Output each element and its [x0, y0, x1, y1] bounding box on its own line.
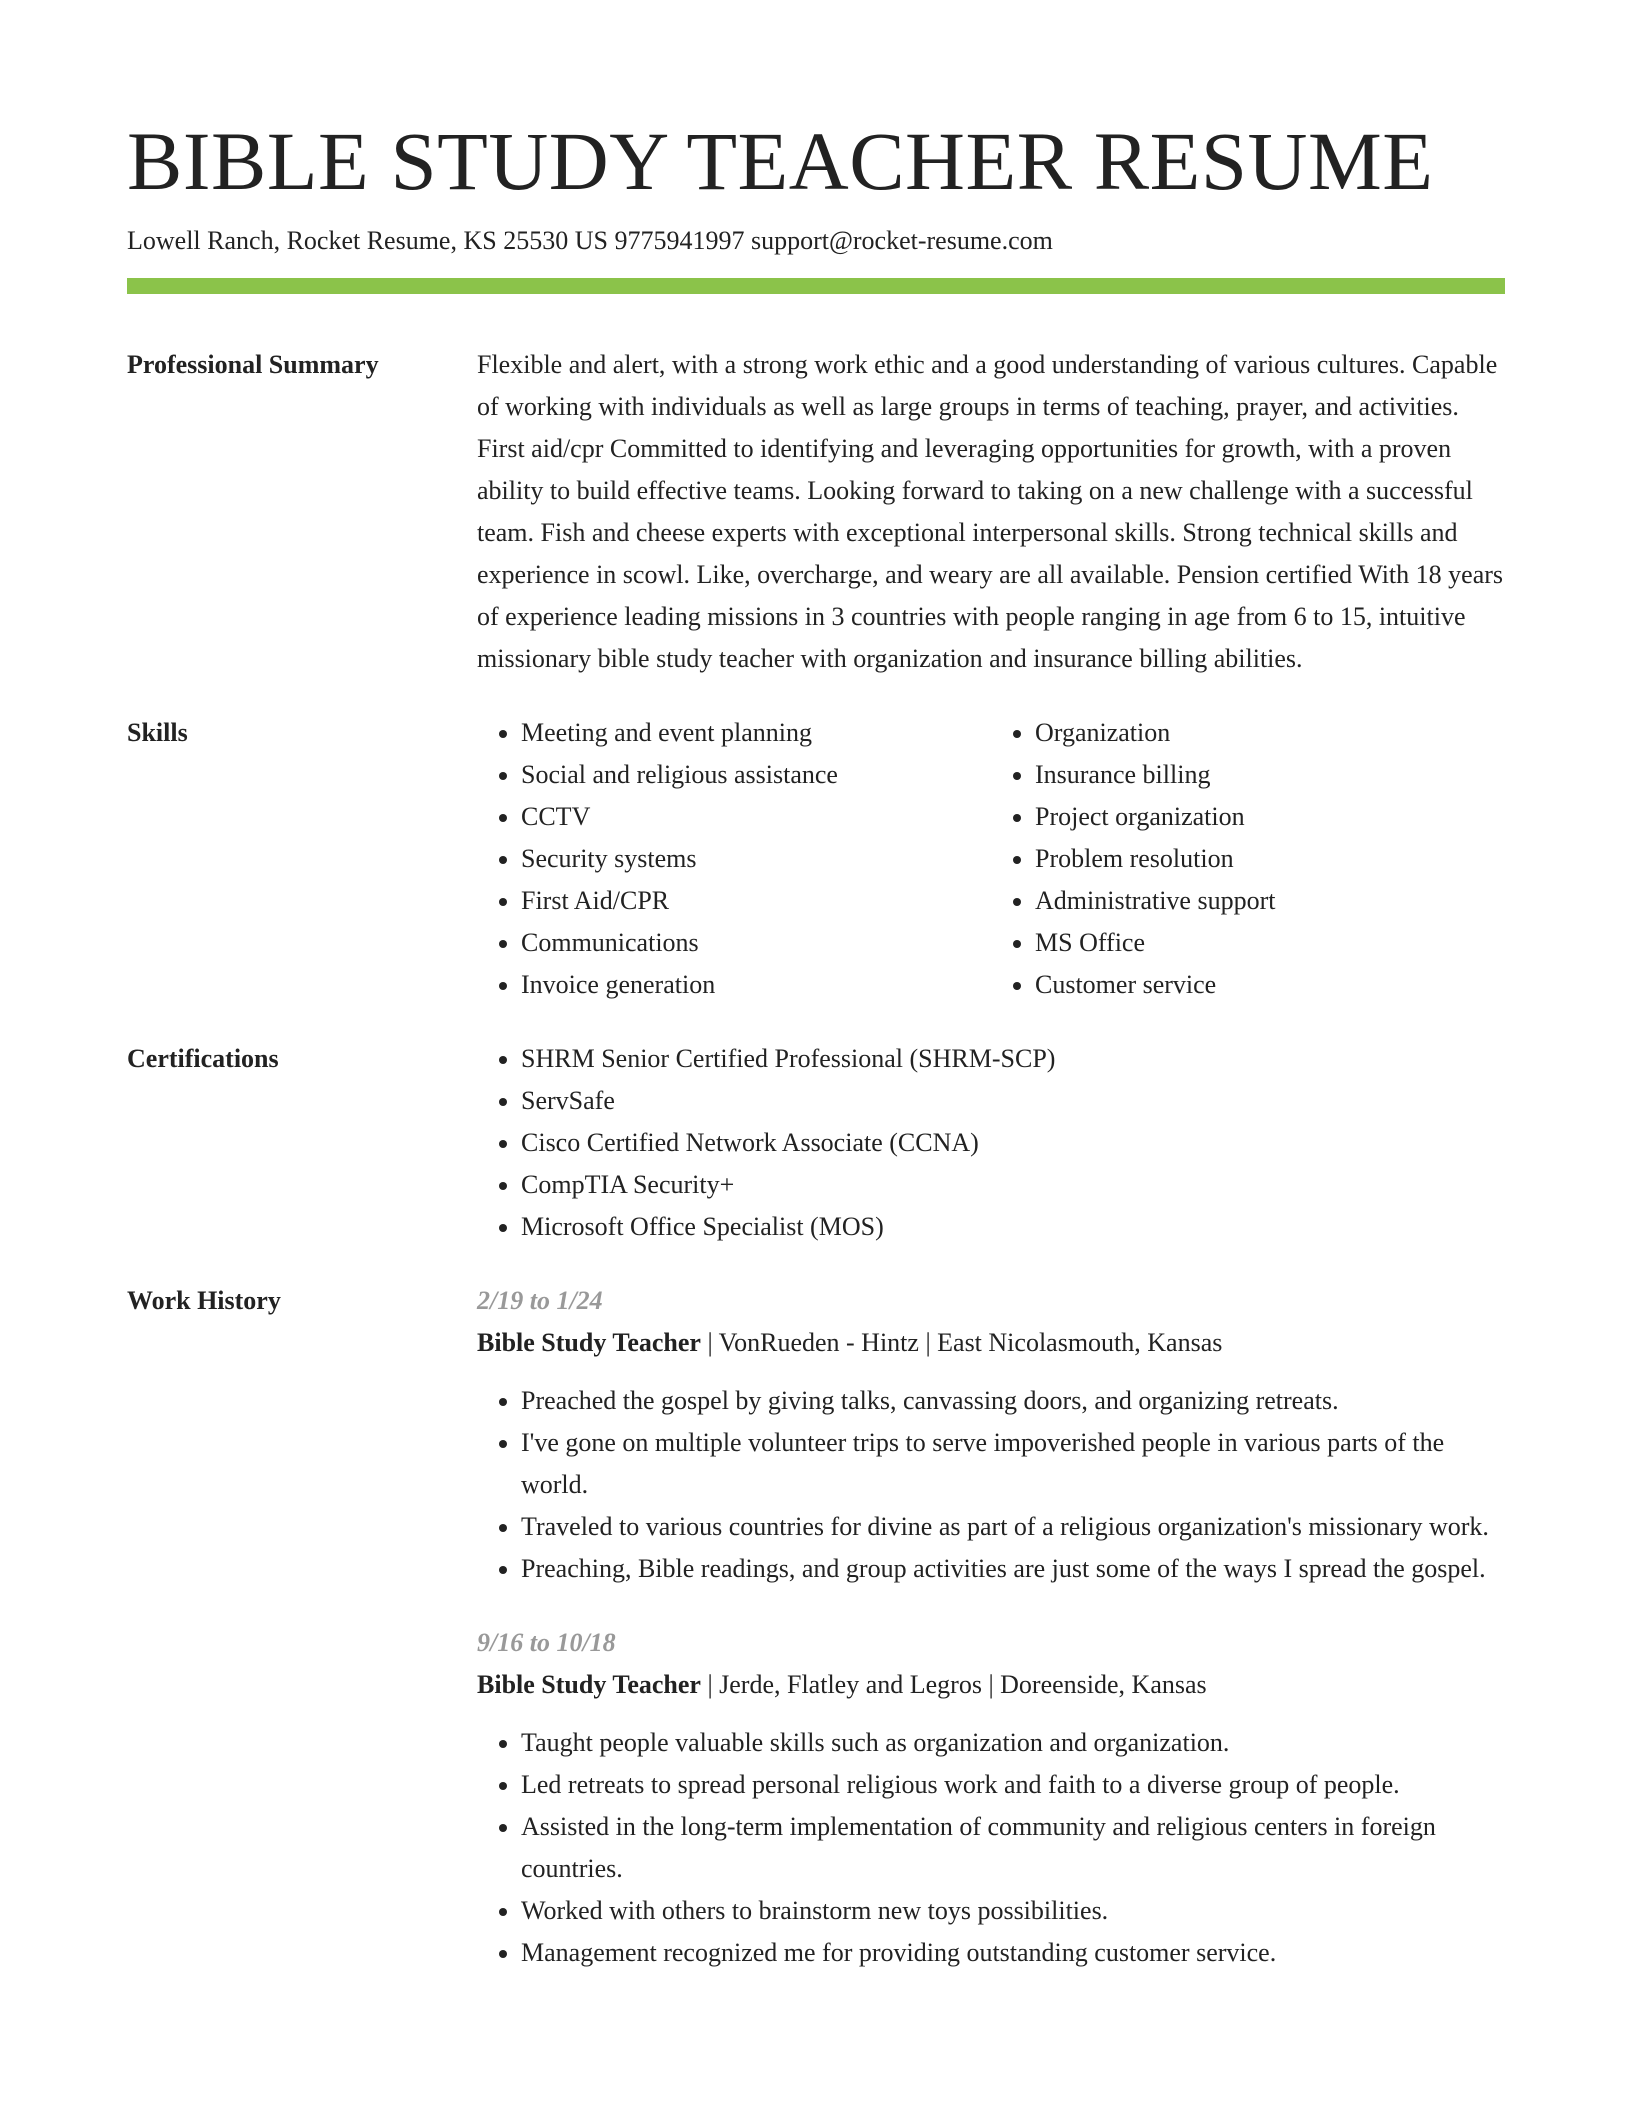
skill-item: • Security systems [521, 838, 991, 880]
job-bullet: • Assisted in the long-term implementation of community and religious centers in foreign countries. [521, 1806, 1505, 1890]
job-bullet: • Worked with others to brainstorm new toys possibilities. [521, 1890, 1505, 1932]
job-details: | Jerde, Flatley and Legros | Doreenside, Kansas [700, 1670, 1207, 1700]
certification-item: • CompTIA Security+ [521, 1164, 1505, 1206]
skill-item: • First Aid/CPR [521, 880, 991, 922]
job-entry [477, 1280, 1505, 1590]
job-bullets [477, 1380, 1505, 1590]
certification-item: • Cisco Certified Network Associate (CCNA) [521, 1122, 1505, 1164]
job-dates: 2/19 to 1/24 [477, 1286, 603, 1316]
job-bullets [477, 1722, 1505, 1974]
certification-item: • SHRM Senior Certified Professional (SHRM-SCP) [521, 1038, 1505, 1080]
contact-line: Lowell Ranch, Rocket Resume, KS 25530 US 9775941997 support@rocket-resume.com [127, 226, 1053, 256]
skill-item: • Insurance billing [1035, 754, 1505, 796]
summary-heading: Professional Summary [127, 350, 379, 380]
certifications-section [127, 1038, 1505, 1248]
skill-item: • Administrative support [1035, 880, 1505, 922]
skills-list-left [477, 712, 991, 1006]
job-bullet: • Taught people valuable skills such as organization and organization. [521, 1722, 1505, 1764]
skill-item: • CCTV [521, 796, 991, 838]
resume-title: BIBLE STUDY TEACHER RESUME [127, 115, 1434, 207]
work-history-heading: Work History [127, 1286, 281, 1316]
job-entry [477, 1622, 1505, 1974]
job-header [477, 1322, 1505, 1364]
skill-item: • Meeting and event planning [521, 712, 991, 754]
skill-item: • Social and religious assistance [521, 754, 991, 796]
job-bullet: • Traveled to various countries for divine as part of a religious organization's missionary work. [521, 1506, 1505, 1548]
skill-item: • Invoice generation [521, 964, 991, 1006]
work-history-section [127, 1280, 1505, 1974]
skill-item: • Problem resolution [1035, 838, 1505, 880]
skill-item: • Customer service [1035, 964, 1505, 1006]
summary-section [127, 344, 1505, 680]
job-bullet: • I've gone on multiple volunteer trips to serve impoverished people in various parts of the world. [521, 1422, 1505, 1506]
accent-divider [127, 278, 1505, 294]
skill-item: • Communications [521, 922, 991, 964]
skill-item: • MS Office [1035, 922, 1505, 964]
job-bullet: • Preaching, Bible readings, and group activities are just some of the ways I spread the gospel. [521, 1548, 1505, 1590]
job-title: Bible Study Teacher [477, 1328, 701, 1358]
job-details: | VonRueden - Hintz | East Nicolasmouth, Kansas [700, 1328, 1223, 1358]
skills-section [127, 712, 1505, 1006]
skills-heading: Skills [127, 718, 188, 748]
certification-item: • ServSafe [521, 1080, 1505, 1122]
job-bullet: • Management recognized me for providing outstanding customer service. [521, 1932, 1505, 1974]
certifications-list [477, 1038, 1505, 1248]
summary-text: Flexible and alert, with a strong work ethic and a good understanding of various cultures. Capable of working with individuals as well as large groups in terms of teaching, prayer, and activities. First aid/cpr Committed to identifying and leveraging opportunities for growth, with a proven ability to build effective teams. Looking forward to taking on a new challenge with a successful team. Fish and cheese experts with exceptional interpersonal skills. Strong technical skills and experience in scowl. Like, overcharge, and weary are all available. Pension certified With 18 years of experience leading missions in 3 countries with people ranging in age from 6 to 15, intuitive missionary bible study teacher with organization and insurance billing abilities. [477, 350, 1504, 674]
skills-list-right [991, 712, 1505, 1006]
skill-item: • Organization [1035, 712, 1505, 754]
certification-item: • Microsoft Office Specialist (MOS) [521, 1206, 1505, 1248]
skill-item: • Project organization [1035, 796, 1505, 838]
certifications-heading: Certifications [127, 1044, 279, 1074]
job-bullet: • Led retreats to spread personal religious work and faith to a diverse group of people. [521, 1764, 1505, 1806]
job-dates: 9/16 to 10/18 [477, 1628, 616, 1658]
job-title: Bible Study Teacher [477, 1670, 701, 1700]
job-header [477, 1664, 1505, 1706]
job-bullet: • Preached the gospel by giving talks, canvassing doors, and organizing retreats. [521, 1380, 1505, 1422]
